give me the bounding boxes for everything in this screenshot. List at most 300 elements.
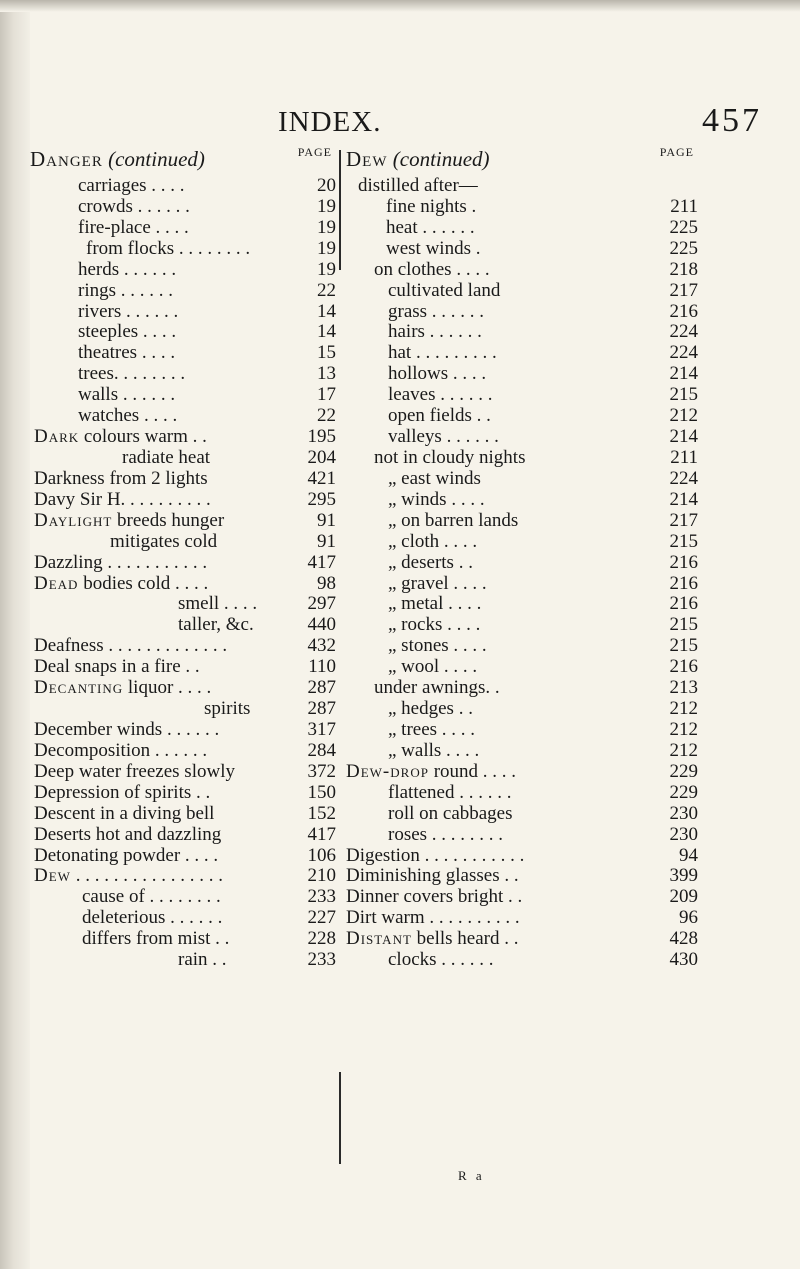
- column-divider: [339, 1072, 341, 1164]
- index-entry: [30, 259, 336, 280]
- entry-page-number: 216: [669, 300, 698, 322]
- entry-page-number: 432: [307, 635, 336, 657]
- entry-page-number: 287: [307, 677, 336, 699]
- entry-label: Dazzling . . . . . . . . . . .: [34, 551, 208, 573]
- page-column-label: PAGE: [297, 145, 332, 159]
- entry-label: cultivated land: [388, 279, 501, 301]
- entry-label: „ stones . . . .: [388, 635, 487, 657]
- entry-text: [78, 175, 185, 196]
- entry-label: liquor . . . .: [123, 677, 212, 699]
- column-heading: [346, 145, 742, 175]
- index-entry: [346, 363, 742, 384]
- entry-label: crowds . . . . . .: [78, 195, 190, 217]
- entry-label: „ walls . . . .: [388, 739, 480, 761]
- entry-page-number: 152: [307, 802, 336, 824]
- entry-text: [110, 531, 217, 552]
- entry-text: [388, 426, 499, 447]
- entry-label: Dinner covers bright . .: [346, 886, 523, 908]
- index-entry: [346, 614, 742, 635]
- entry-label: Darkness from 2 lights: [34, 467, 208, 489]
- index-entry: [30, 280, 336, 301]
- entry-text: [78, 321, 176, 342]
- entry-label: clocks . . . . . .: [388, 949, 494, 971]
- index-column-right: [346, 145, 742, 970]
- index-entry: [346, 301, 742, 322]
- entry-label: „ metal . . . .: [388, 593, 482, 615]
- entry-label: not in cloudy nights: [374, 446, 526, 468]
- page-top-edge: [0, 0, 800, 12]
- entry-label: hairs . . . . . .: [388, 321, 482, 343]
- entry-page-number: 215: [669, 530, 698, 552]
- entry-page-number: 14: [317, 321, 336, 343]
- index-entry: [30, 363, 336, 384]
- index-entry: [30, 217, 336, 238]
- entry-label: watches . . . .: [78, 405, 178, 427]
- entry-text: [388, 573, 487, 594]
- entry-label: under awnings. .: [374, 677, 500, 699]
- entry-text: [388, 824, 503, 845]
- entry-label: „ on barren lands: [388, 509, 519, 531]
- entry-text: [78, 259, 176, 280]
- entry-page-number: 211: [670, 195, 698, 217]
- index-entry: [346, 259, 742, 280]
- entry-text: [78, 301, 178, 322]
- entry-page-number: 91: [317, 530, 336, 552]
- index-entry: [30, 489, 336, 510]
- entry-text: [34, 803, 214, 824]
- entry-label: radiate heat: [122, 446, 211, 468]
- entry-page-number: 94: [679, 844, 698, 866]
- index-entry: [346, 175, 742, 196]
- entry-text: [388, 384, 492, 405]
- entry-page-number: 215: [669, 384, 698, 406]
- index-entry: [30, 510, 336, 531]
- entry-keyword: Decanting: [34, 677, 124, 699]
- entry-label: „ east winds: [388, 467, 481, 489]
- entry-page-number: 215: [669, 614, 698, 636]
- entry-label: „ hedges . .: [388, 698, 473, 720]
- entry-text: [78, 217, 189, 238]
- entry-page-number: 230: [669, 802, 698, 824]
- entry-text: [388, 280, 500, 301]
- entry-text: [34, 740, 207, 761]
- entry-text: [346, 761, 516, 782]
- entry-text: [388, 698, 473, 719]
- entry-page-number: 20: [317, 175, 336, 196]
- entry-label: cause of . . . . . . . .: [82, 886, 221, 908]
- entry-label: from flocks . . . . . . . .: [86, 237, 251, 259]
- entry-text: [346, 886, 522, 907]
- index-entry: [30, 614, 336, 635]
- entry-label: spirits: [204, 698, 251, 720]
- entry-page-number: 17: [317, 384, 336, 406]
- index-entry: [346, 321, 742, 342]
- continued-heading: [30, 147, 205, 172]
- entry-text: [388, 342, 497, 363]
- heading-word: Danger: [30, 147, 103, 171]
- entry-label: valleys . . . . . .: [388, 426, 499, 448]
- entry-label: deleterious . . . . . .: [82, 907, 223, 929]
- entry-text: [346, 928, 518, 949]
- entry-text: [388, 552, 473, 573]
- index-entry: [30, 824, 336, 845]
- entry-label: Deserts hot and dazzling: [34, 823, 222, 845]
- index-entry: [30, 405, 336, 426]
- entry-text: [388, 782, 511, 803]
- entry-page-number: 225: [669, 237, 698, 259]
- entry-page-number: 214: [669, 488, 698, 510]
- heading-word: Dew: [346, 147, 388, 171]
- entry-page-number: 229: [669, 781, 698, 803]
- entry-page-number: 233: [307, 949, 336, 971]
- entry-page-number: 295: [307, 488, 336, 510]
- entry-label: theatres . . . .: [78, 342, 176, 364]
- entry-label: Detonating powder . . . .: [34, 844, 219, 866]
- entry-label: trees. . . . . . . .: [78, 363, 186, 385]
- entry-page-number: 421: [307, 467, 336, 489]
- continued-heading: [346, 147, 490, 172]
- entry-text: [386, 217, 475, 238]
- entry-page-number: 212: [669, 698, 698, 720]
- entry-text: [86, 238, 250, 259]
- entry-text: [78, 196, 190, 217]
- entry-label: rings . . . . . .: [78, 279, 173, 301]
- entry-label: Digestion . . . . . . . . . . .: [346, 844, 525, 866]
- entry-page-number: 372: [307, 760, 336, 782]
- entry-label: differs from mist . .: [82, 928, 230, 950]
- entry-page-number: 150: [307, 781, 336, 803]
- entry-text: [34, 573, 208, 594]
- entry-label: on clothes . . . .: [374, 258, 490, 280]
- entry-text: [346, 865, 519, 886]
- entry-label: taller, &c.: [178, 614, 254, 636]
- entry-text: [388, 405, 491, 426]
- entry-text: [34, 865, 223, 886]
- index-entry: [346, 489, 742, 510]
- entry-text: [178, 614, 254, 635]
- index-entry: [30, 803, 336, 824]
- entry-text: [178, 593, 257, 614]
- entry-label: Depression of spirits . .: [34, 781, 211, 803]
- entry-keyword: Daylight: [34, 509, 113, 531]
- entry-text: [82, 928, 229, 949]
- index-entry: [346, 447, 742, 468]
- entry-page-number: 19: [317, 195, 336, 217]
- entry-page-number: 287: [307, 698, 336, 720]
- running-title: INDEX.: [278, 106, 382, 138]
- column-heading: [30, 145, 336, 175]
- entry-label: mitigates cold: [110, 530, 218, 552]
- entry-label: steeples . . . .: [78, 321, 177, 343]
- entry-page-number: 417: [307, 551, 336, 573]
- index-entry: [30, 384, 336, 405]
- index-entry: [346, 803, 742, 824]
- entry-page-number: 216: [669, 656, 698, 678]
- index-entry: [30, 321, 336, 342]
- entry-page-number: 224: [669, 467, 698, 489]
- entry-text: [34, 719, 219, 740]
- entry-label: December winds . . . . . .: [34, 718, 220, 740]
- entry-text: [388, 656, 477, 677]
- index-entry: [30, 886, 336, 907]
- entry-page-number: 14: [317, 300, 336, 322]
- index-entry: [30, 907, 336, 928]
- index-entry: [346, 217, 742, 238]
- entry-text: [78, 405, 177, 426]
- index-entry: [346, 782, 742, 803]
- entry-page-number: 210: [307, 865, 336, 887]
- entry-label: „ trees . . . .: [388, 718, 476, 740]
- entry-label: . . . . . . . . . . . . . . . .: [70, 865, 223, 887]
- entry-text: [388, 489, 485, 510]
- entry-text: [388, 510, 518, 531]
- index-entry: [346, 865, 742, 886]
- index-entry: [30, 426, 336, 447]
- entry-text: [386, 238, 480, 259]
- entry-page-number: 214: [669, 363, 698, 385]
- entry-text: [34, 656, 200, 677]
- entry-page-number: 22: [317, 279, 336, 301]
- entry-label: „ winds . . . .: [388, 488, 485, 510]
- index-entry: [346, 468, 742, 489]
- entry-text: [204, 698, 250, 719]
- entry-text: [346, 907, 520, 928]
- entry-text: [34, 635, 227, 656]
- entry-text: [78, 280, 173, 301]
- entry-page-number: 428: [669, 928, 698, 950]
- entry-text: [388, 740, 479, 761]
- index-entry: [30, 761, 336, 782]
- entry-page-number: 216: [669, 572, 698, 594]
- entry-text: [78, 363, 185, 384]
- entry-page-number: 212: [669, 739, 698, 761]
- index-entry: [30, 342, 336, 363]
- index-entry: [346, 635, 742, 656]
- entry-label: Decomposition . . . . . .: [34, 739, 208, 761]
- index-entry: [30, 677, 336, 698]
- entry-page-number: 214: [669, 426, 698, 448]
- entry-text: [82, 907, 222, 928]
- index-entry: [346, 405, 742, 426]
- index-entry: [346, 593, 742, 614]
- entry-label: Davy Sir H. . . . . . . . . .: [34, 488, 211, 510]
- entry-text: [388, 593, 481, 614]
- entry-label: roses . . . . . . . .: [388, 823, 504, 845]
- entry-label: flattened . . . . . .: [388, 781, 512, 803]
- entry-page-number: 13: [317, 363, 336, 385]
- entry-label: leaves . . . . . .: [388, 384, 493, 406]
- index-entry: [30, 865, 336, 886]
- entry-page-number: 216: [669, 551, 698, 573]
- entry-page-number: 213: [669, 677, 698, 699]
- entry-text: [358, 175, 478, 196]
- entry-page-number: 204: [307, 446, 336, 468]
- index-entry: [30, 656, 336, 677]
- index-entry: [346, 384, 742, 405]
- entry-label: Deafness . . . . . . . . . . . . .: [34, 635, 228, 657]
- entry-page-number: 19: [317, 237, 336, 259]
- index-entry: [30, 468, 336, 489]
- entry-text: [374, 447, 525, 468]
- entry-text: [34, 761, 235, 782]
- entry-text: [388, 719, 475, 740]
- entry-label: „ rocks . . . .: [388, 614, 481, 636]
- index-entry: [346, 573, 742, 594]
- index-entry: [346, 761, 742, 782]
- entry-label: open fields . .: [388, 405, 491, 427]
- entry-page-number: 230: [669, 823, 698, 845]
- entry-text: [34, 426, 207, 447]
- entry-keyword: Dark: [34, 426, 80, 448]
- printer-signature-mark: R a: [458, 1168, 485, 1183]
- entry-page-number: 22: [317, 405, 336, 427]
- entry-label: bodies cold . . . .: [78, 572, 209, 594]
- index-entry: [30, 782, 336, 803]
- entry-list: [30, 175, 336, 970]
- book-binding-shadow: [0, 0, 30, 1269]
- entry-text: [34, 845, 218, 866]
- index-entry: [30, 447, 336, 468]
- entry-label: rain . .: [178, 949, 227, 971]
- entry-label: Deep water freezes slowly: [34, 760, 235, 782]
- index-entry: [346, 238, 742, 259]
- entry-page-number: 430: [669, 949, 698, 971]
- index-entry: [30, 698, 336, 719]
- entry-label: round . . . .: [428, 760, 517, 782]
- entry-label: hat . . . . . . . . .: [388, 342, 497, 364]
- entry-page-number: 98: [317, 572, 336, 594]
- entry-label: roll on cabbages: [388, 802, 513, 824]
- index-entry: [30, 719, 336, 740]
- entry-text: [82, 886, 221, 907]
- entry-page-number: 233: [307, 886, 336, 908]
- entry-text: [388, 301, 484, 322]
- entry-text: [388, 803, 513, 824]
- entry-label: rivers . . . . . .: [78, 300, 179, 322]
- index-entry: [346, 531, 742, 552]
- index-entry: [346, 510, 742, 531]
- entry-text: [388, 468, 481, 489]
- entry-text: [34, 468, 208, 489]
- entry-page-number: 212: [669, 718, 698, 740]
- index-entry: [346, 824, 742, 845]
- entry-page-number: 225: [669, 216, 698, 238]
- index-entry: [346, 740, 742, 761]
- entry-text: [374, 259, 490, 280]
- entry-page-number: 19: [317, 258, 336, 280]
- index-entry: [30, 238, 336, 259]
- entry-page-number: 96: [679, 907, 698, 929]
- heading-continued: (continued): [387, 147, 490, 171]
- entry-label: heat . . . . . .: [386, 216, 475, 238]
- entry-label: breeds hunger: [112, 509, 225, 531]
- entry-label: hollows . . . .: [388, 363, 487, 385]
- entry-text: [388, 531, 477, 552]
- entry-page-number: 212: [669, 405, 698, 427]
- entry-text: [388, 635, 487, 656]
- index-entry: [346, 342, 742, 363]
- index-entry: [30, 196, 336, 217]
- page-column-label: PAGE: [659, 145, 694, 159]
- entry-page-number: 228: [307, 928, 336, 950]
- entry-text: [388, 321, 482, 342]
- entry-label: distilled after—: [358, 175, 478, 196]
- entry-text: [386, 196, 476, 217]
- entry-page-number: 218: [669, 258, 698, 280]
- index-entry: [30, 845, 336, 866]
- entry-page-number: 417: [307, 823, 336, 845]
- entry-page-number: 224: [669, 342, 698, 364]
- index-column-left: [30, 145, 336, 970]
- entry-page-number: 106: [307, 844, 336, 866]
- index-entry: [346, 845, 742, 866]
- heading-continued: (continued): [102, 147, 205, 171]
- entry-page-number: 216: [669, 593, 698, 615]
- entry-text: [34, 510, 224, 531]
- entry-label: colours warm . .: [79, 426, 207, 448]
- entry-label: „ gravel . . . .: [388, 572, 487, 594]
- index-entry: [30, 740, 336, 761]
- index-entry: [346, 677, 742, 698]
- index-entry: [346, 656, 742, 677]
- entry-page-number: 217: [669, 509, 698, 531]
- entry-page-number: 227: [307, 907, 336, 929]
- index-entry: [346, 280, 742, 301]
- index-entry: [30, 301, 336, 322]
- entry-text: [34, 552, 207, 573]
- entry-text: [34, 824, 221, 845]
- index-entry: [30, 949, 336, 970]
- entry-page-number: 19: [317, 216, 336, 238]
- entry-list: [346, 175, 742, 970]
- entry-page-number: 15: [317, 342, 336, 364]
- index-entry: [346, 552, 742, 573]
- entry-text: [374, 677, 500, 698]
- index-entry: [346, 698, 742, 719]
- entry-page-number: 215: [669, 635, 698, 657]
- entry-page-number: 399: [669, 865, 698, 887]
- entry-label: Descent in a diving bell: [34, 802, 215, 824]
- entry-text: [178, 949, 227, 970]
- entry-page-number: 217: [669, 279, 698, 301]
- entry-text: [388, 363, 486, 384]
- index-entry: [30, 593, 336, 614]
- entry-text: [346, 845, 524, 866]
- index-entry: [346, 928, 742, 949]
- entry-label: Dirt warm . . . . . . . . . .: [346, 907, 520, 929]
- entry-keyword: Dew: [34, 865, 71, 887]
- column-divider: [339, 150, 341, 270]
- entry-page-number: 284: [307, 739, 336, 761]
- entry-label: walls . . . . . .: [78, 384, 176, 406]
- entry-page-number: 440: [307, 614, 336, 636]
- entry-label: Deal snaps in a fire . .: [34, 656, 200, 678]
- index-entry: [30, 573, 336, 594]
- entry-label: herds . . . . . .: [78, 258, 177, 280]
- index-entry: [30, 635, 336, 656]
- entry-page-number: 297: [307, 593, 336, 615]
- entry-label: Diminishing glasses . .: [346, 865, 519, 887]
- entry-page-number: 317: [307, 718, 336, 740]
- entry-label: fire-place . . . .: [78, 216, 189, 238]
- entry-page-number: 224: [669, 321, 698, 343]
- entry-text: [34, 782, 210, 803]
- entry-text: [122, 447, 210, 468]
- entry-label: fine nights .: [386, 195, 477, 217]
- entry-page-number: 110: [308, 656, 336, 678]
- index-entry: [346, 719, 742, 740]
- entry-text: [78, 342, 175, 363]
